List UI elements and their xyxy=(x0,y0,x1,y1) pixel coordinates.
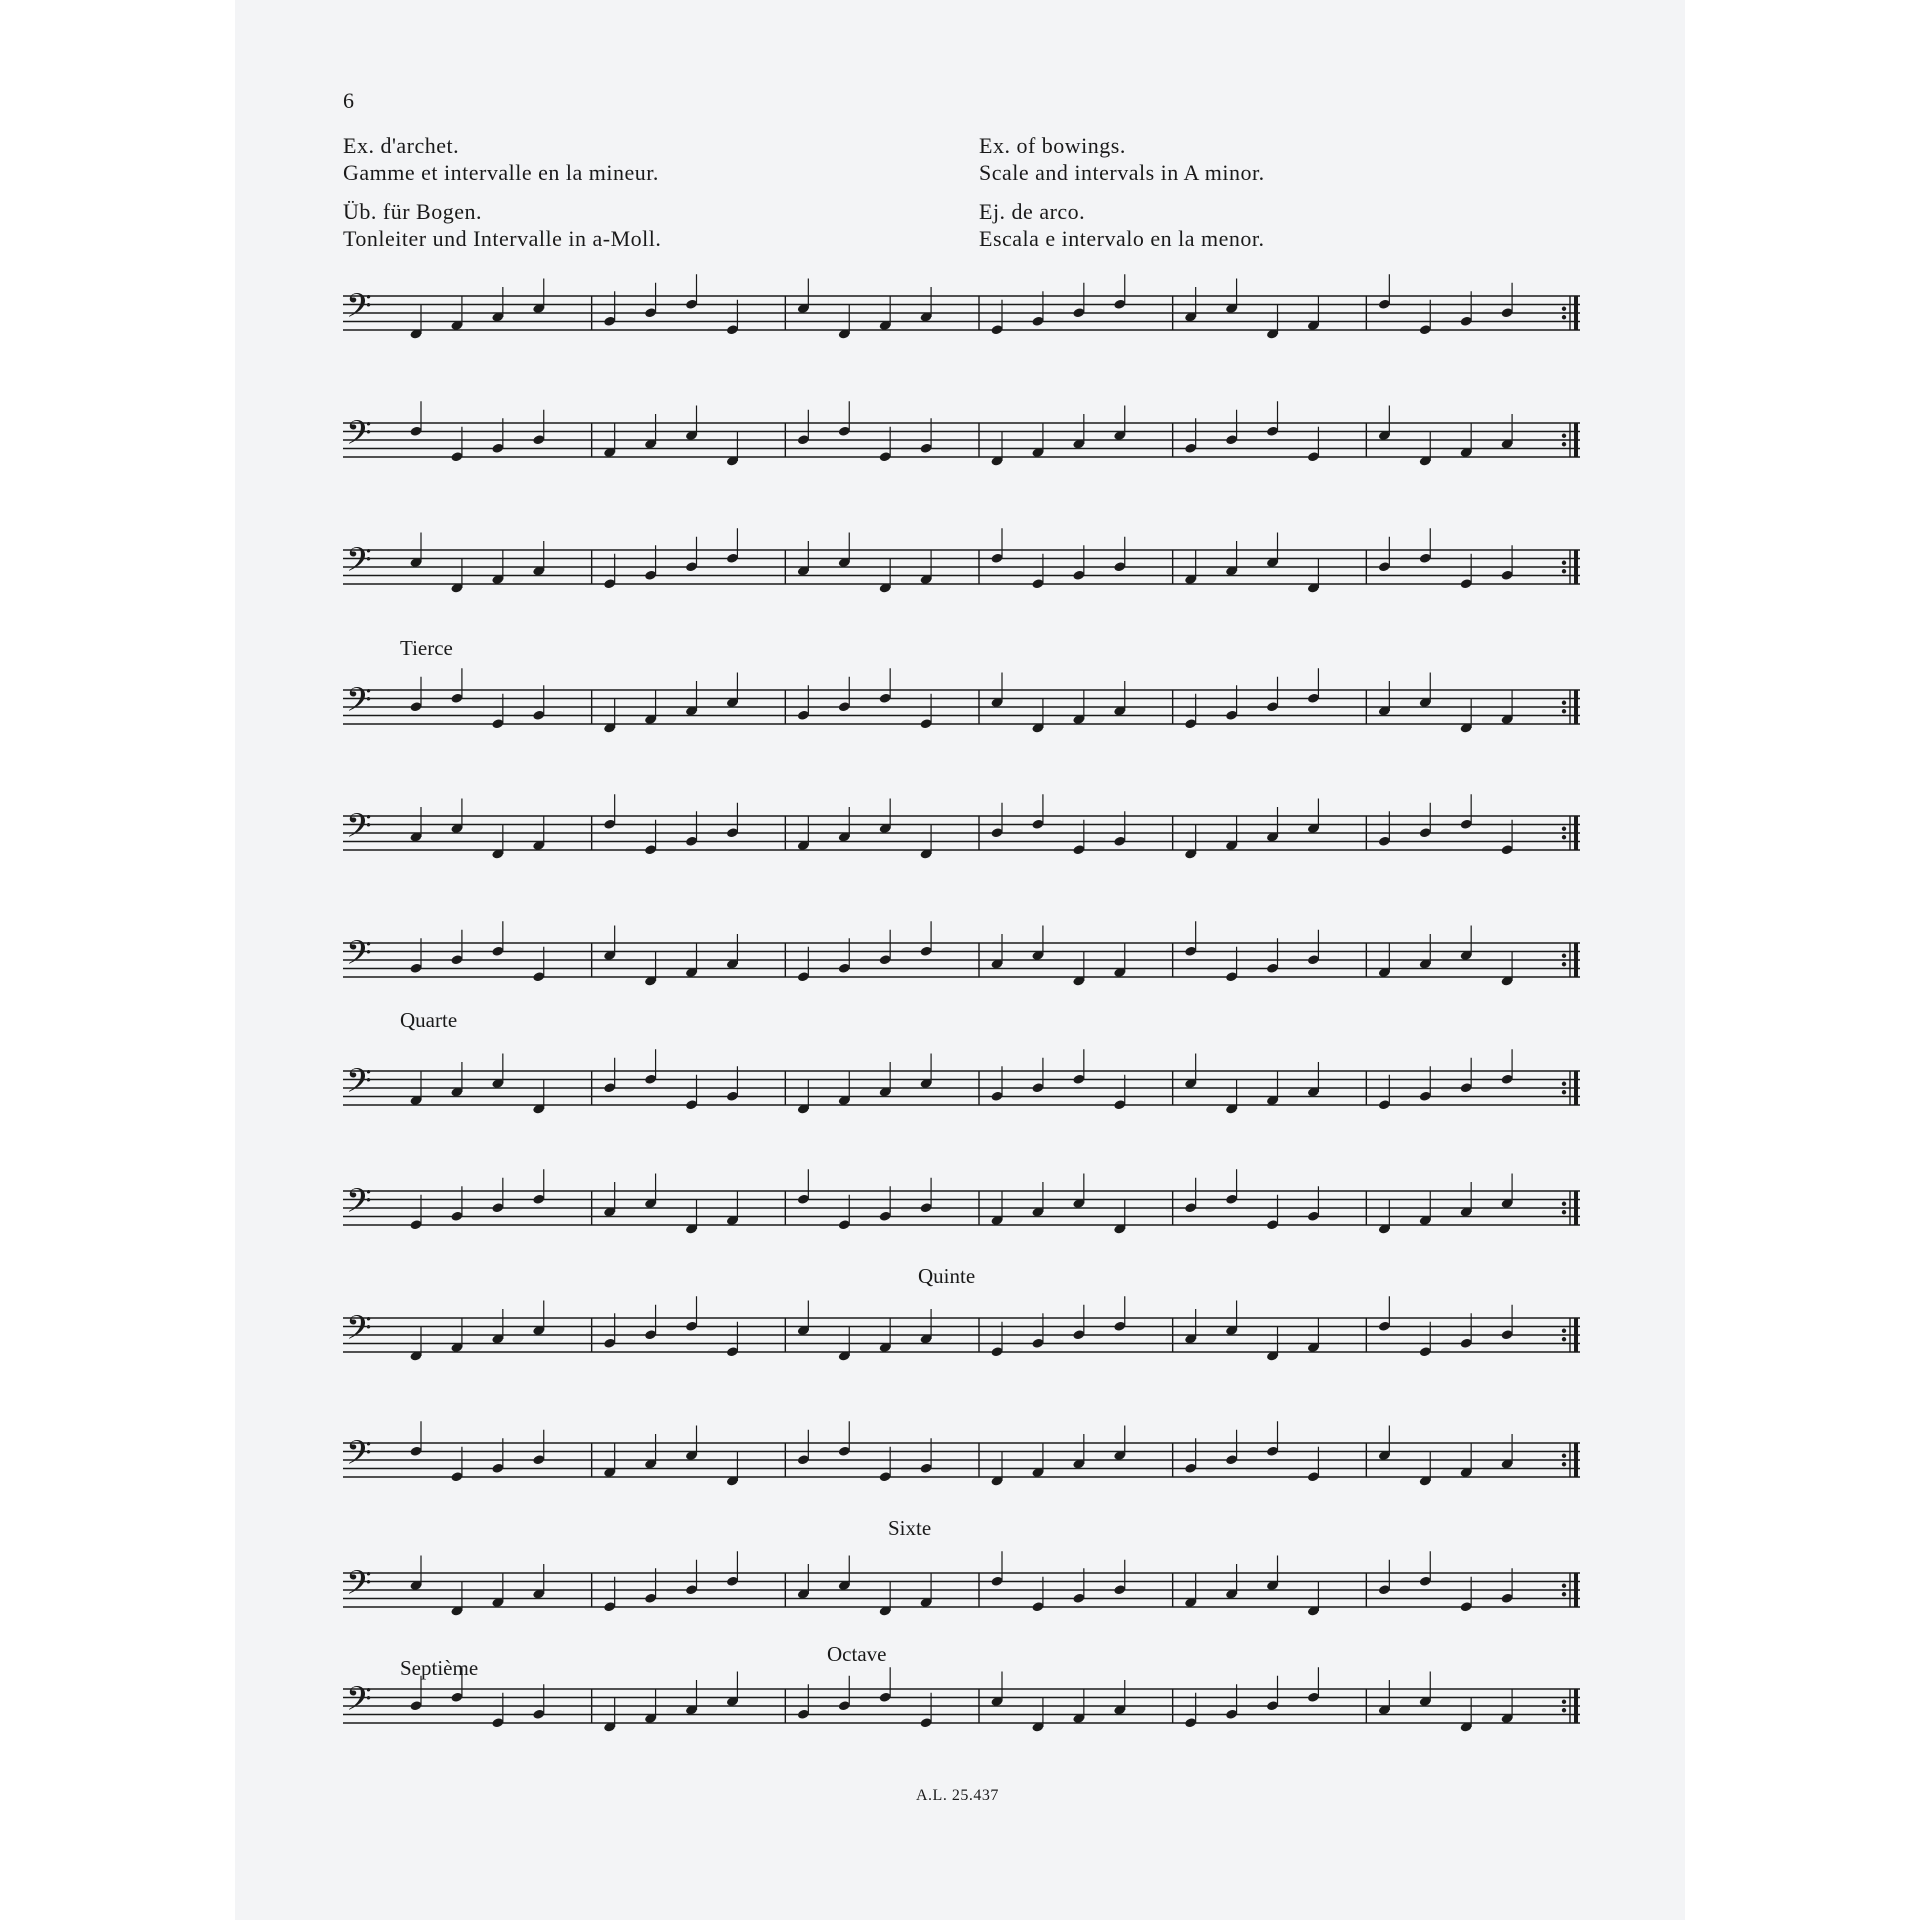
repeat-dot xyxy=(1562,1592,1566,1596)
repeat-dot xyxy=(1562,434,1566,438)
repeat-dot xyxy=(1562,1329,1566,1333)
heading-french-line1: Ex. d'archet. xyxy=(343,133,460,158)
heading-english-line2: Scale and intervals in A minor. xyxy=(979,160,1265,185)
heading-spanish-line1: Ej. de arco. xyxy=(979,199,1086,224)
label-quinte: Quinte xyxy=(918,1264,976,1288)
catalog-code: A.L. 25.437 xyxy=(916,1787,999,1804)
bass-clef-icon: 𝄢 xyxy=(346,681,372,728)
repeat-dot xyxy=(1562,709,1566,713)
bass-clef-icon: 𝄢 xyxy=(346,1680,372,1727)
bass-clef-icon: 𝄢 xyxy=(346,934,372,981)
repeat-dot xyxy=(1562,307,1566,311)
heading-english-line1: Ex. of bowings. xyxy=(979,133,1126,158)
bass-clef-icon: 𝄢 xyxy=(346,287,372,334)
label-sixte: Sixte xyxy=(888,1516,932,1540)
repeat-dot xyxy=(1562,701,1566,705)
heading-german-line2: Tonleiter und Intervalle in a-Moll. xyxy=(343,226,662,251)
repeat-dot xyxy=(1562,1462,1566,1466)
heading-french-line2: Gamme et intervalle en la mineur. xyxy=(343,160,659,185)
repeat-dot xyxy=(1562,1090,1566,1094)
repeat-dot xyxy=(1562,835,1566,839)
repeat-dot xyxy=(1562,1337,1566,1341)
bass-clef-icon: 𝄢 xyxy=(346,414,372,461)
repeat-dot xyxy=(1562,827,1566,831)
bass-clef-icon: 𝄢 xyxy=(346,541,372,588)
heading-spanish-line2: Escala e intervalo en la menor. xyxy=(979,226,1265,251)
repeat-dot xyxy=(1562,315,1566,319)
bass-clef-icon: 𝄢 xyxy=(346,807,372,854)
label-tierce: Tierce xyxy=(400,636,453,660)
repeat-dot xyxy=(1562,1202,1566,1206)
bass-clef-icon: 𝄢 xyxy=(346,1434,372,1481)
page-number: 6 xyxy=(343,88,354,113)
label-quarte: Quarte xyxy=(400,1008,458,1032)
repeat-dot xyxy=(1562,1210,1566,1214)
bass-clef-icon: 𝄢 xyxy=(346,1062,372,1109)
repeat-dot xyxy=(1562,1454,1566,1458)
repeat-dot xyxy=(1562,1584,1566,1588)
repeat-dot xyxy=(1562,1700,1566,1704)
repeat-dot xyxy=(1562,442,1566,446)
heading-german-line1: Üb. für Bogen. xyxy=(343,199,482,224)
repeat-dot xyxy=(1562,1082,1566,1086)
repeat-dot xyxy=(1562,569,1566,573)
repeat-dot xyxy=(1562,1708,1566,1712)
bass-clef-icon: 𝄢 xyxy=(346,1182,372,1229)
label-octave: Octave xyxy=(827,1642,887,1666)
bass-clef-icon: 𝄢 xyxy=(346,1564,372,1611)
repeat-dot xyxy=(1562,954,1566,958)
bass-clef-icon: 𝄢 xyxy=(346,1309,372,1356)
repeat-dot xyxy=(1562,962,1566,966)
label-septieme: Septième xyxy=(400,1656,479,1680)
repeat-dot xyxy=(1562,561,1566,565)
